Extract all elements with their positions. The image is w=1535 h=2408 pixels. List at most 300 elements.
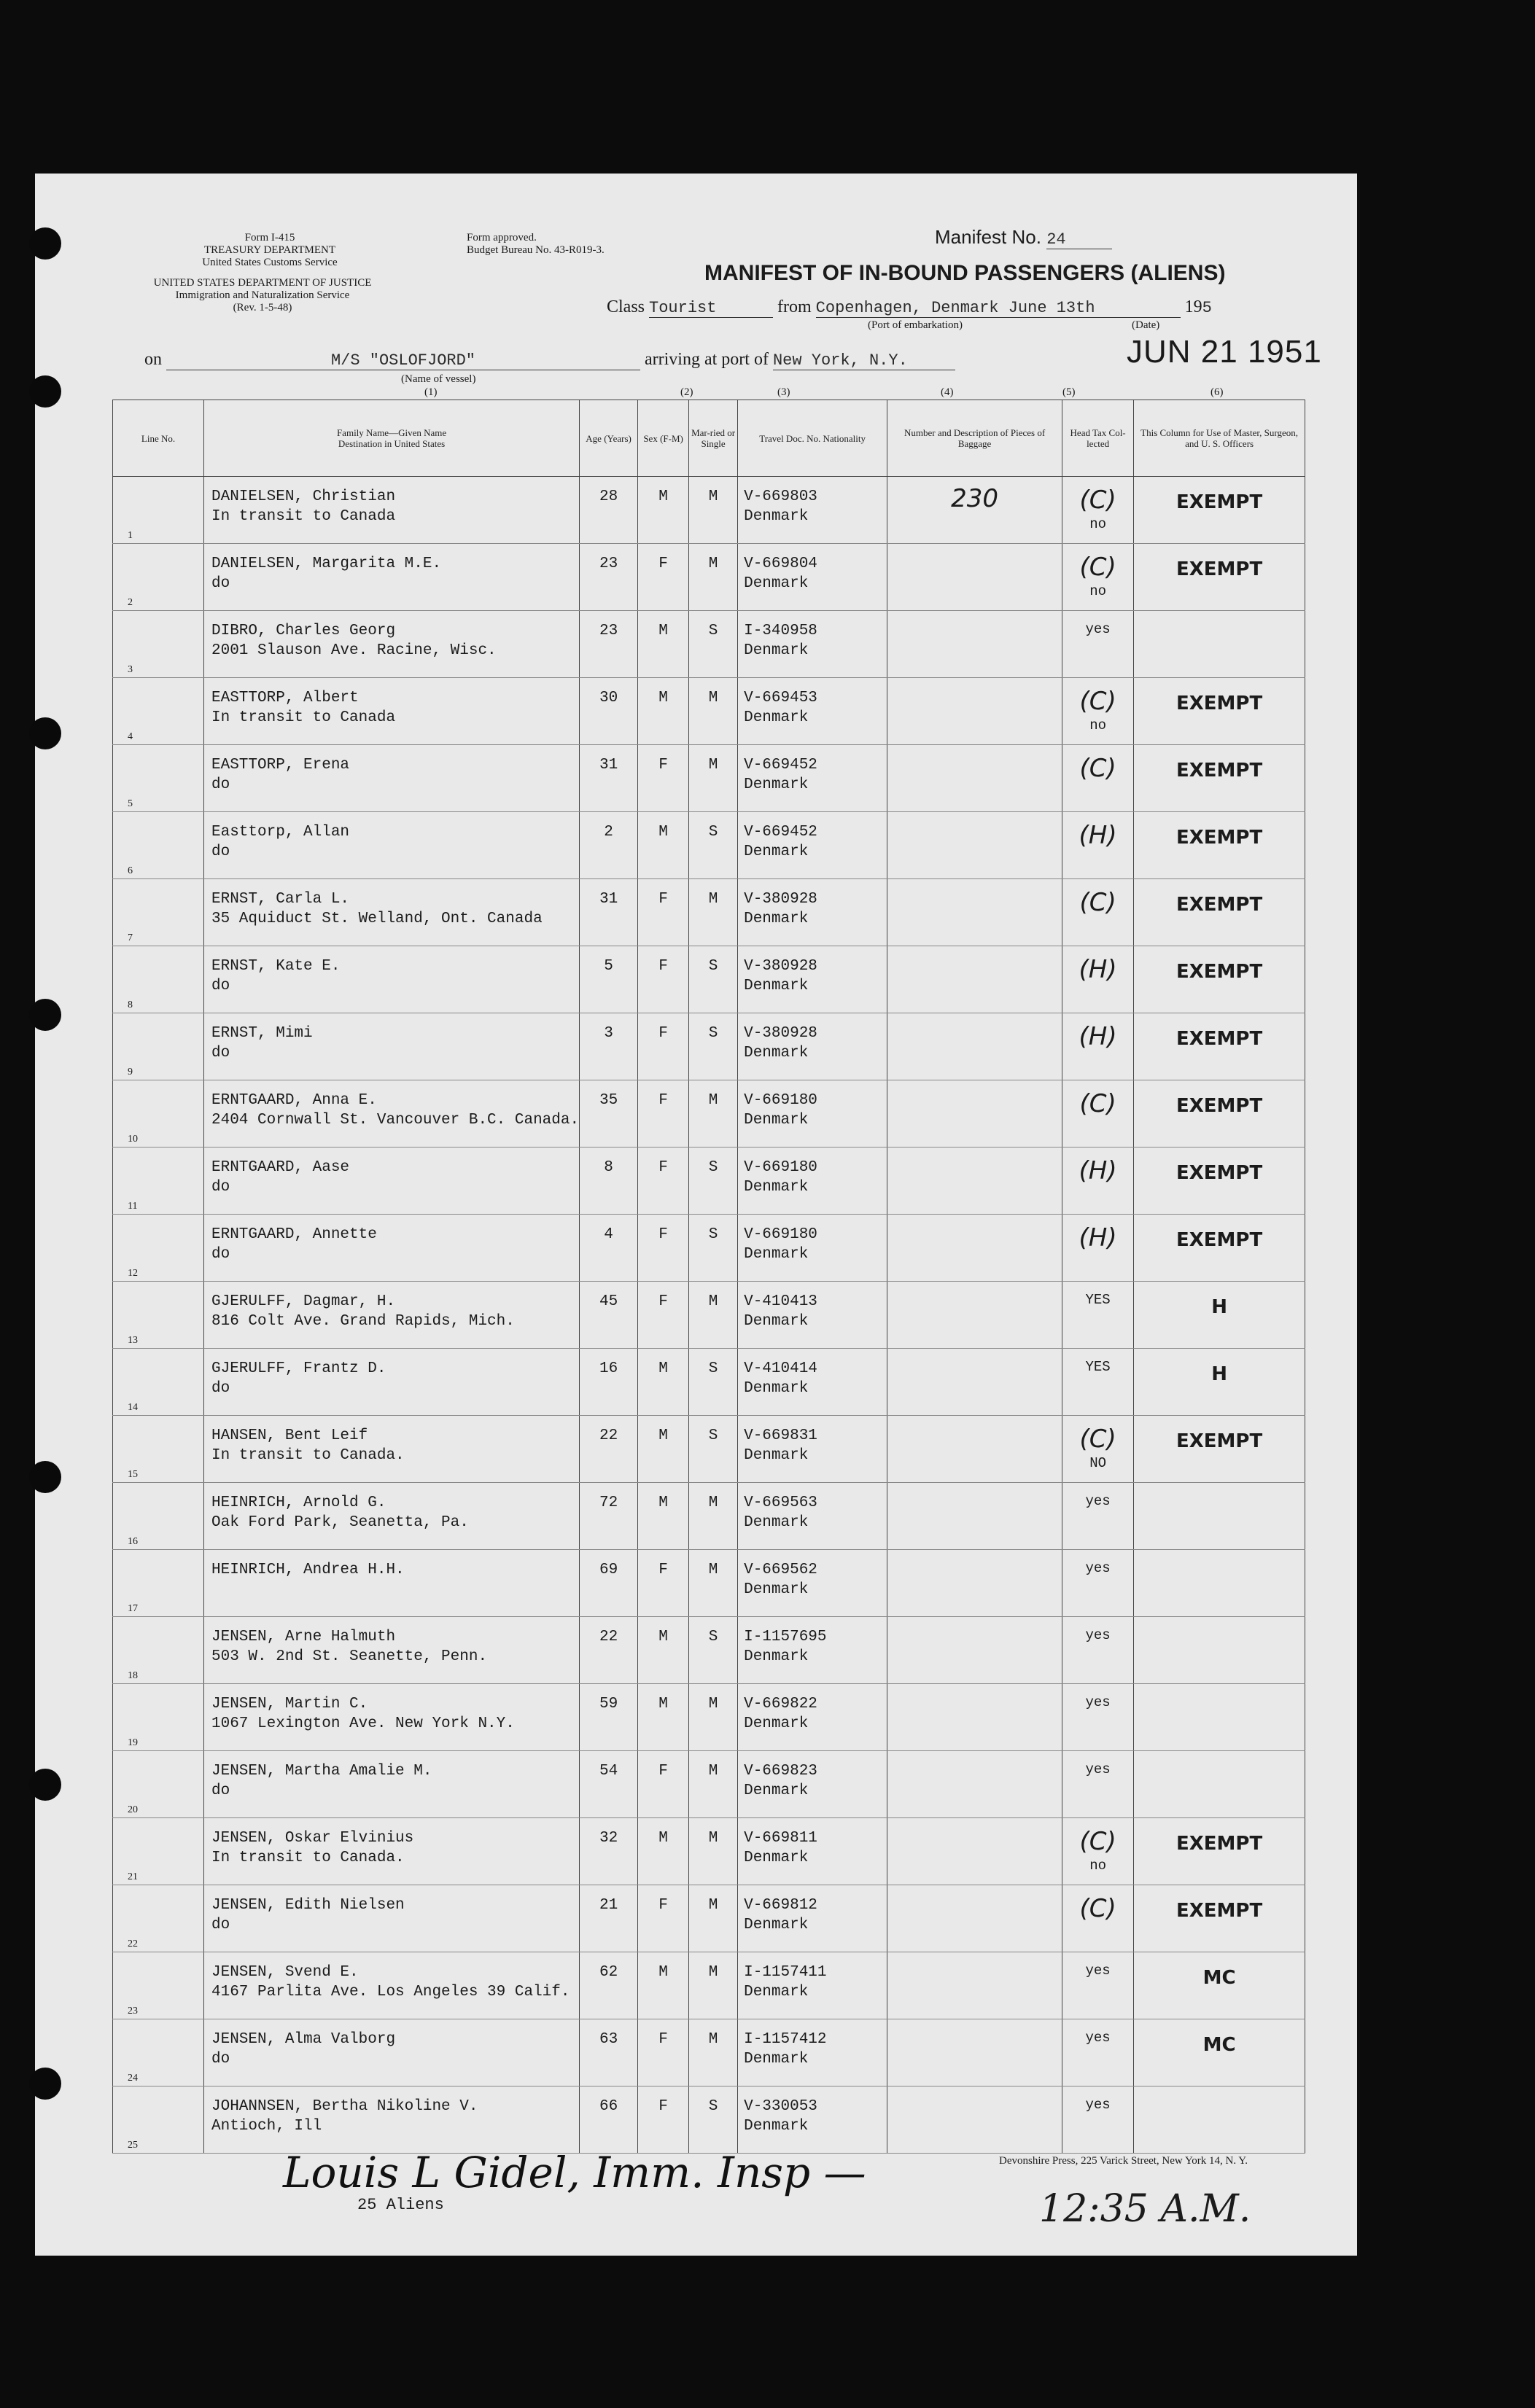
line-cell: [113, 1617, 204, 1684]
doc-cell: [738, 879, 887, 946]
colnum-4: (4): [941, 386, 954, 398]
doc-cell: [738, 1751, 887, 1818]
name-block: [204, 1483, 579, 1532]
age: 62: [599, 1964, 618, 1981]
doc-block: [738, 1818, 887, 1868]
doc-cell: [738, 745, 887, 812]
marital-status: M: [708, 1830, 718, 1847]
doc-block: [738, 1215, 887, 1264]
table-row: [113, 1751, 1305, 1818]
baggage-count: 230: [951, 484, 999, 513]
marital-status: S: [708, 1629, 718, 1645]
marital-cell: [689, 1013, 738, 1080]
header-line-no: Line No.: [113, 400, 204, 477]
name-cell: [204, 2019, 580, 2086]
passenger-name: JENSEN, Martin C.: [211, 1696, 368, 1713]
passenger-name: DIBRO, Charles Georg: [211, 623, 396, 639]
nationality: Denmark: [744, 1715, 809, 1732]
baggage-count: [887, 1349, 1062, 1356]
doc-block: [738, 745, 887, 795]
baggage-count: [887, 1416, 1062, 1423]
head-tax-cell: [1062, 1483, 1134, 1550]
table-row: [113, 1349, 1305, 1416]
marital-cell: [689, 745, 738, 812]
officer-note: EXEMPT: [1175, 1095, 1263, 1117]
nationality: Denmark: [744, 575, 809, 592]
marital-cell: [689, 1885, 738, 1952]
destination: In transit to Canada.: [211, 1850, 405, 1866]
passenger-name: DANIELSEN, Christian: [211, 488, 396, 505]
passenger-name: Easttorp, Allan: [211, 824, 350, 841]
marital-status: M: [708, 1964, 718, 1981]
tax-block: [1062, 1349, 1133, 1377]
nationality: Denmark: [744, 1648, 809, 1665]
table-row: [113, 678, 1305, 745]
tax-collected: no: [1089, 516, 1106, 532]
sex-cell: [638, 477, 689, 544]
doc-cell: [738, 1147, 887, 1215]
sex-cell: [638, 1684, 689, 1751]
travel-doc-no: V-669180: [744, 1226, 817, 1243]
officer-cell: [1134, 1483, 1305, 1550]
age: 32: [599, 1830, 618, 1847]
age: 3: [604, 1025, 613, 1042]
name-cell: [204, 678, 580, 745]
officer-cell: [1134, 1282, 1305, 1349]
baggage-count: [887, 946, 1062, 954]
nationality: Denmark: [744, 1313, 809, 1330]
age-cell: [580, 1147, 638, 1215]
marital-status: M: [708, 891, 718, 908]
nationality: Denmark: [744, 1045, 809, 1061]
nationality: Denmark: [744, 1782, 809, 1799]
marital-status: S: [708, 623, 718, 639]
line-cell: [113, 1349, 204, 1416]
age: 22: [599, 1629, 618, 1645]
table-row: [113, 1885, 1305, 1952]
tax-collected: yes: [1085, 621, 1111, 637]
marital-status: S: [708, 824, 718, 841]
nationality: Denmark: [744, 1850, 809, 1866]
nationality: Denmark: [744, 1380, 809, 1397]
baggage-count: [887, 1215, 1062, 1222]
travel-doc-no: V-669453: [744, 690, 817, 706]
name-block: [204, 611, 579, 661]
sex-cell: [638, 745, 689, 812]
baggage-cell: [887, 745, 1062, 812]
name-block: [204, 946, 579, 996]
class-row: Class Tourist from Copenhagen, Denmark June 13th 195: [607, 297, 1212, 317]
tax-mark: [1062, 1954, 1133, 1961]
officer-cell: [1134, 544, 1305, 611]
port-value: New York, N.Y.: [773, 351, 955, 370]
sex: F: [658, 1763, 668, 1780]
name-block: [204, 678, 579, 728]
destination: 2404 Cornwall St. Vancouver B.C. Canada.: [211, 1112, 580, 1129]
destination: 1067 Lexington Ave. New York N.Y.: [211, 1715, 515, 1732]
header-travel-doc: Travel Doc. No. Nationality: [738, 400, 887, 477]
baggage-count: [887, 1483, 1062, 1490]
tax-mark: [1062, 1350, 1133, 1357]
travel-doc-no: V-380928: [744, 891, 817, 908]
passenger-name: JENSEN, Edith Nielsen: [211, 1897, 405, 1914]
head-tax-cell: [1062, 1147, 1134, 1215]
tax-mark: [1062, 1283, 1133, 1290]
line-cell: [113, 879, 204, 946]
doc-block: [738, 2019, 887, 2069]
name-block: [204, 1215, 579, 1264]
marital-status: M: [708, 1763, 718, 1780]
table-row: [113, 1282, 1305, 1349]
nationality: Denmark: [744, 1581, 809, 1598]
sex: F: [658, 556, 668, 572]
name-cell: [204, 1550, 580, 1617]
name-cell: [204, 1818, 580, 1885]
name-cell: [204, 1282, 580, 1349]
line-cell: [113, 745, 204, 812]
header-officers: This Column for Use of Master, Surgeon, and U. S. Officers: [1134, 400, 1305, 477]
justice-dept: UNITED STATES DEPARTMENT OF JUSTICE: [153, 277, 372, 289]
sex-cell: [638, 812, 689, 879]
sex-cell: [638, 1215, 689, 1282]
doc-block: [738, 1550, 887, 1600]
line-cell: [113, 1147, 204, 1215]
table-row: [113, 879, 1305, 946]
officer-cell: [1134, 678, 1305, 745]
passenger-name: ERNTGAARD, Anna E.: [211, 1092, 377, 1109]
line-number: 6: [128, 865, 133, 876]
line-cell: [113, 1483, 204, 1550]
baggage-count: [887, 1885, 1062, 1893]
marital-cell: [689, 812, 738, 879]
line-number: 16: [128, 1536, 138, 1547]
marital-status: S: [708, 2098, 718, 2115]
sex-cell: [638, 1483, 689, 1550]
tax-block: [1062, 1013, 1133, 1051]
line-cell: [113, 1013, 204, 1080]
tax-mark: (C): [1079, 888, 1116, 917]
marital-cell: [689, 1751, 738, 1818]
baggage-count: [887, 544, 1062, 551]
sex: M: [658, 1629, 668, 1645]
officer-note: EXEMPT: [1175, 1833, 1263, 1855]
tax-mark: (C): [1079, 1827, 1116, 1856]
passenger-name: HEINRICH, Arnold G.: [211, 1495, 386, 1511]
age-cell: [580, 1483, 638, 1550]
sex-cell: [638, 1349, 689, 1416]
officer-note: EXEMPT: [1175, 961, 1263, 983]
nationality: Denmark: [744, 978, 809, 994]
passenger-name: ERNST, Carla L.: [211, 891, 350, 908]
sex-cell: [638, 1617, 689, 1684]
passenger-name: ERNTGAARD, Aase: [211, 1159, 350, 1176]
tax-collected: yes: [1085, 2097, 1111, 2113]
doc-cell: [738, 1080, 887, 1147]
line-number: 10: [128, 1134, 138, 1145]
marital-cell: [689, 2086, 738, 2154]
justice-block: [139, 277, 386, 314]
sex-cell: [638, 1818, 689, 1885]
doc-block: [738, 946, 887, 996]
passenger-name: DANIELSEN, Margarita M.E.: [211, 556, 442, 572]
age-cell: [580, 1952, 638, 2019]
head-tax-cell: [1062, 745, 1134, 812]
tax-block: [1062, 946, 1133, 984]
destination: In transit to Canada: [211, 709, 396, 726]
line-number: 18: [128, 1670, 138, 1681]
name-cell: [204, 1416, 580, 1483]
tax-mark: (C): [1079, 754, 1116, 783]
travel-doc-no: V-380928: [744, 958, 817, 975]
tax-block: [1062, 1080, 1133, 1118]
table-row: [113, 1818, 1305, 1885]
marital-cell: [689, 879, 738, 946]
head-tax-cell: [1062, 1282, 1134, 1349]
age-cell: [580, 1013, 638, 1080]
passenger-name: HANSEN, Bent Leif: [211, 1427, 368, 1444]
marital-status: M: [708, 1562, 718, 1578]
age-cell: [580, 611, 638, 678]
marital-cell: [689, 611, 738, 678]
table-row: [113, 1416, 1305, 1483]
sex: F: [658, 1897, 668, 1914]
officer-note: EXEMPT: [1175, 1229, 1263, 1251]
officer-cell: [1134, 1684, 1305, 1751]
doc-cell: [738, 1483, 887, 1550]
doc-cell: [738, 1013, 887, 1080]
line-cell: [113, 1550, 204, 1617]
baggage-count: [887, 879, 1062, 887]
travel-doc-no: V-669562: [744, 1562, 817, 1578]
passenger-name: GJERULFF, Dagmar, H.: [211, 1293, 396, 1310]
sex: M: [658, 1830, 668, 1847]
travel-doc-no: V-669180: [744, 1159, 817, 1176]
header-sex: Sex (F-M): [638, 400, 689, 477]
name-cell: [204, 812, 580, 879]
line-cell: [113, 946, 204, 1013]
travel-doc-no: V-669452: [744, 824, 817, 841]
name-block: [204, 1617, 579, 1667]
age: 28: [599, 488, 618, 505]
line-cell: [113, 1215, 204, 1282]
table-row: [113, 1617, 1305, 1684]
marital-status: M: [708, 1897, 718, 1914]
destination: Oak Ford Park, Seanetta, Pa.: [211, 1514, 469, 1531]
tax-block: [1062, 1483, 1133, 1511]
doc-cell: [738, 678, 887, 745]
doc-block: [738, 1013, 887, 1063]
doc-cell: [738, 1349, 887, 1416]
marital-status: M: [708, 757, 718, 774]
head-tax-cell: [1062, 879, 1134, 946]
tax-block: [1062, 745, 1133, 783]
passenger-table: [112, 400, 1305, 2154]
travel-doc-no: I-1157411: [744, 1964, 827, 1981]
tax-collected: yes: [1085, 1627, 1111, 1643]
tax-collected: yes: [1085, 1761, 1111, 1777]
doc-block: [738, 1416, 887, 1465]
binder-hole: [29, 717, 61, 749]
line-cell: [113, 1416, 204, 1483]
vessel-value: M/S "OSLOFJORD": [166, 351, 640, 370]
line-number: 4: [128, 731, 133, 742]
nationality: Denmark: [744, 2118, 809, 2135]
tax-collected: no: [1089, 583, 1106, 599]
ins-service: Immigration and Naturalization Service: [175, 289, 350, 301]
sex: M: [658, 824, 668, 841]
baggage-count: [887, 812, 1062, 819]
tax-block: [1062, 812, 1133, 850]
destination: do: [211, 843, 230, 860]
name-cell: [204, 1013, 580, 1080]
baggage-count: [887, 745, 1062, 752]
baggage-cell: [887, 879, 1062, 946]
officer-cell: [1134, 1215, 1305, 1282]
nationality: Denmark: [744, 1179, 809, 1196]
doc-block: [738, 1147, 887, 1197]
age: 59: [599, 1696, 618, 1713]
line-number: 17: [128, 1603, 138, 1614]
tax-collected: no: [1089, 1858, 1106, 1874]
age-cell: [580, 1684, 638, 1751]
doc-cell: [738, 946, 887, 1013]
sex: M: [658, 488, 668, 505]
doc-cell: [738, 1416, 887, 1483]
doc-cell: [738, 611, 887, 678]
name-cell: [204, 1483, 580, 1550]
name-cell: [204, 1080, 580, 1147]
sex: F: [658, 1226, 668, 1243]
marital-cell: [689, 1282, 738, 1349]
sex-cell: [638, 1416, 689, 1483]
sex: M: [658, 1427, 668, 1444]
officer-cell: [1134, 812, 1305, 879]
baggage-cell: [887, 1952, 1062, 2019]
marital-status: S: [708, 1159, 718, 1176]
line-number: 1: [128, 530, 133, 541]
age: 69: [599, 1562, 618, 1578]
age-cell: [580, 544, 638, 611]
marital-status: M: [708, 2031, 718, 2048]
age-cell: [580, 678, 638, 745]
marital-status: S: [708, 1025, 718, 1042]
doc-block: [738, 1349, 887, 1398]
sex: F: [658, 1159, 668, 1176]
tax-block: [1062, 2086, 1133, 2115]
customs-service: United States Customs Service: [202, 257, 338, 268]
destination: do: [211, 978, 230, 994]
tax-block: [1062, 1818, 1133, 1876]
name-cell: [204, 1952, 580, 2019]
marital-cell: [689, 477, 738, 544]
age: 23: [599, 623, 618, 639]
passenger-name: GJERULFF, Frantz D.: [211, 1360, 386, 1377]
tax-block: [1062, 1885, 1133, 1923]
table-row: [113, 2019, 1305, 2086]
age-cell: [580, 1550, 638, 1617]
baggage-count: [887, 1751, 1062, 1758]
marital-cell: [689, 544, 738, 611]
approval-block: [467, 232, 605, 257]
marital-cell: [689, 1550, 738, 1617]
baggage-count: [887, 1684, 1062, 1691]
tax-collected: YES: [1085, 1359, 1111, 1375]
head-tax-cell: [1062, 946, 1134, 1013]
age: 8: [604, 1159, 613, 1176]
printer-line: Devonshire Press, 225 Varick Street, New York 14, N. Y.: [999, 2155, 1248, 2167]
officer-cell: [1134, 879, 1305, 946]
baggage-count: [887, 2086, 1062, 2094]
line-number: 14: [128, 1402, 138, 1413]
marital-cell: [689, 1483, 738, 1550]
officer-note: [1134, 611, 1305, 626]
baggage-count: [887, 1080, 1062, 1088]
date-stamp: JUN 21 1951: [1127, 334, 1322, 370]
tax-block: [1062, 678, 1133, 736]
colnum-3: (3): [777, 386, 790, 398]
line-cell: [113, 812, 204, 879]
vessel-row: on M/S "OSLOFJORD" arriving at port of New York, N.Y.: [144, 350, 955, 370]
line-cell: [113, 1684, 204, 1751]
officer-cell: [1134, 745, 1305, 812]
tax-collected: yes: [1085, 1963, 1111, 1979]
colnum-1: (1): [424, 386, 438, 398]
doc-block: [738, 812, 887, 862]
name-block: [204, 1282, 579, 1331]
name-block: [204, 1349, 579, 1398]
marital-status: S: [708, 1360, 718, 1377]
line-cell: [113, 1080, 204, 1147]
tax-mark: (C): [1079, 486, 1116, 515]
baggage-cell: [887, 1751, 1062, 1818]
sex: F: [658, 2098, 668, 2115]
age-cell: [580, 1282, 638, 1349]
officer-cell: [1134, 2019, 1305, 2086]
tax-mark: (H): [1079, 955, 1117, 984]
marital-status: M: [708, 1696, 718, 1713]
nationality: Denmark: [744, 1447, 809, 1464]
sex: M: [658, 623, 668, 639]
officer-cell: [1134, 1818, 1305, 1885]
sex-cell: [638, 879, 689, 946]
age-cell: [580, 1885, 638, 1952]
embarkation-value: Copenhagen, Denmark June 13th: [816, 299, 1181, 318]
doc-block: [738, 1282, 887, 1331]
tax-mark: (C): [1079, 553, 1116, 582]
head-tax-cell: [1062, 477, 1134, 544]
destination: 503 W. 2nd St. Seanette, Penn.: [211, 1648, 488, 1665]
officer-cell: [1134, 1885, 1305, 1952]
baggage-count: [887, 1550, 1062, 1557]
doc-cell: [738, 2086, 887, 2154]
head-tax-cell: [1062, 1684, 1134, 1751]
nationality: Denmark: [744, 1112, 809, 1129]
baggage-cell: [887, 544, 1062, 611]
tax-block: [1062, 1416, 1133, 1473]
tax-block: [1062, 2019, 1133, 2048]
age: 30: [599, 690, 618, 706]
travel-doc-no: V-669803: [744, 488, 817, 505]
tax-collected: yes: [1085, 1560, 1111, 1576]
marital-cell: [689, 1617, 738, 1684]
sex: M: [658, 1964, 668, 1981]
nationality: Denmark: [744, 508, 809, 525]
head-tax-cell: [1062, 1617, 1134, 1684]
officer-note: EXEMPT: [1175, 1900, 1263, 1922]
officer-note: EXEMPT: [1175, 491, 1263, 513]
travel-doc-no: V-669180: [744, 1092, 817, 1109]
line-number: 13: [128, 1335, 138, 1346]
